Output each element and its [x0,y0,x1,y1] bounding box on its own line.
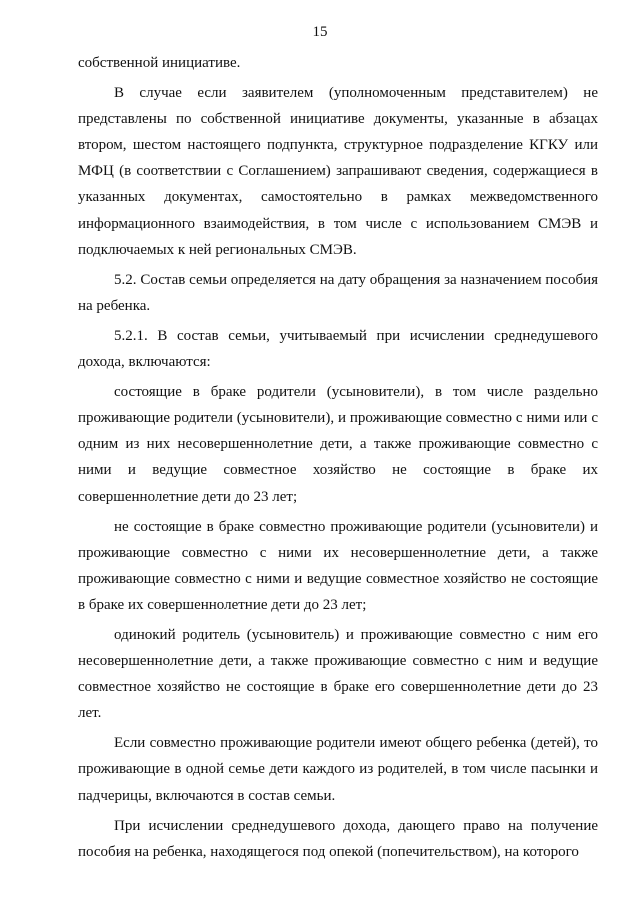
paragraph-continuation: собственной инициативе. [78,55,241,71]
paragraph-unmarried-parents: не состоящие в браке совместно проживающие родители (усыновители) и проживающие совместно с ними их несовершеннолетние дети, а также проживающие совместно с ними и ведущие совместное хозяйство не состоящие в браке их совершеннолетние дети до 23 лет; [78,518,598,613]
paragraph-smev-request: В случае если заявителем (уполномоченным представителем) не представлены по собственной инициативе документы, указанные в абзацах втором, шестом настоящего подпункта, структурное подразделение КГКУ или МФЦ (в соответствии с Соглашением) запрашивают сведения, содержащиеся в указанных документах, самостоятельно в рамках межведомственного информационного взаимодействия, в том числе с использованием СМЭВ и подключаемых к ней региональных СМЭВ. [78,85,598,258]
paragraph-guardianship: При исчислении среднедушевого дохода, дающего право на получение пособия на ребенка, находящегося под опекой (попечительством), на которого [78,817,598,860]
paragraph-single-parent: одинокий родитель (усыновитель) и проживающие совместно с ним его несовершеннолетние дети, а также проживающие совместно с ним и ведущие совместное хозяйство не состоящие в браке его совершеннолетние дети до 23 лет. [78,626,598,722]
paragraph-common-child: Если совместно проживающие родители имеют общего ребенка (детей), то проживающие в одной семье дети каждого из родителей, в том числе пасынки и падчерицы, включаются в состав семьи. [78,735,598,804]
paragraph-married-parents: состоящие в браке родители (усыновители), в том числе раздельно проживающие родители (усыновители), и проживающие совместно с ними или с одним из них несовершеннолетние дети, а также проживающие совместно с ними и ведущие совместное хозяйство не состоящие в браке их совершеннолетние дети до 23 лет; [78,384,598,505]
paragraph-5-2-1: 5.2.1. В состав семьи, учитываемый при исчислении среднедушевого дохода, включаются: [78,327,598,371]
document-body [78,50,598,865]
paragraph-5-2: 5.2. Состав семьи определяется на дату обращения за назначением пособия на ребенка. [78,271,598,314]
page-number: 15 [312,24,328,40]
